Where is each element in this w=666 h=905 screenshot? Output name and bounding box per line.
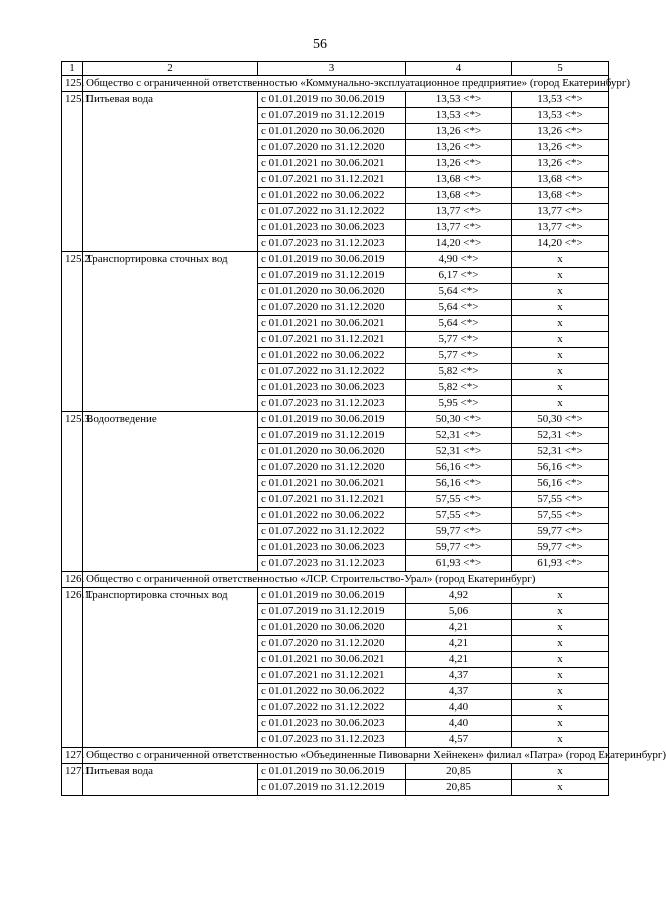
- tariff-value-vat-cell: x: [512, 364, 609, 380]
- period-cell: с 01.07.2021 по 31.12.2021: [258, 172, 406, 188]
- period-cell: с 01.07.2019 по 31.12.2019: [258, 604, 406, 620]
- tariff-value-vat-cell: 59,77 <*>: [512, 540, 609, 556]
- tariff-value-vat-cell: 13,53 <*>: [512, 108, 609, 124]
- tariff-table: [61, 61, 666, 796]
- tariff-value-cell: 59,77 <*>: [406, 540, 512, 556]
- period-cell: с 01.01.2022 по 30.06.2022: [258, 508, 406, 524]
- period-cell: с 01.07.2020 по 31.12.2020: [258, 140, 406, 156]
- period-cell: с 01.07.2022 по 31.12.2022: [258, 700, 406, 716]
- tariff-value-vat-cell: x: [512, 620, 609, 636]
- organization-row: [62, 572, 609, 588]
- tariff-value-vat-cell: 57,55 <*>: [512, 508, 609, 524]
- page-number: 56: [313, 37, 327, 52]
- tariff-value-cell: 14,20 <*>: [406, 236, 512, 252]
- tariff-value-cell: 5,82 <*>: [406, 364, 512, 380]
- tariff-value-cell: 13,68 <*>: [406, 172, 512, 188]
- period-cell: с 01.01.2020 по 30.06.2020: [258, 124, 406, 140]
- period-cell: с 01.07.2019 по 31.12.2019: [258, 108, 406, 124]
- header-row: [62, 62, 609, 76]
- tariff-value-vat-cell: 13,77 <*>: [512, 220, 609, 236]
- tariff-value-vat-cell: 13,26 <*>: [512, 156, 609, 172]
- tariff-value-cell: 4,40: [406, 700, 512, 716]
- tariff-value-vat-cell: x: [512, 252, 609, 268]
- period-cell: с 01.01.2023 по 30.06.2023: [258, 540, 406, 556]
- organization-name: Общество с ограниченной ответственностью «Коммунально-эксплуатационное предприятие» (город Екатеринбург): [83, 76, 609, 92]
- tariff-value-cell: 4,37: [406, 668, 512, 684]
- header-cell-3: 3: [258, 62, 406, 76]
- tariff-value-cell: 4,92: [406, 588, 512, 604]
- tariff-value-cell: 59,77 <*>: [406, 524, 512, 540]
- tariff-value-vat-cell: x: [512, 284, 609, 300]
- service-number: 125.1.: [62, 92, 83, 252]
- tariff-value-vat-cell: 61,93 <*>: [512, 556, 609, 572]
- period-cell: с 01.07.2020 по 31.12.2020: [258, 300, 406, 316]
- tariff-value-vat-cell: 56,16 <*>: [512, 460, 609, 476]
- period-cell: с 01.07.2023 по 31.12.2023: [258, 556, 406, 572]
- organization-number: 126.: [62, 572, 83, 588]
- period-cell: с 01.07.2020 по 31.12.2020: [258, 460, 406, 476]
- organization-row: [62, 76, 609, 92]
- service-name: Транспортировка сточных вод: [83, 252, 258, 412]
- tariff-value-cell: 20,85: [406, 764, 512, 780]
- tariff-value-vat-cell: 13,53 <*>: [512, 92, 609, 108]
- period-cell: с 01.01.2022 по 30.06.2022: [258, 348, 406, 364]
- tariff-value-vat-cell: x: [512, 332, 609, 348]
- service-name: Питьевая вода: [83, 764, 258, 796]
- period-cell: с 01.07.2021 по 31.12.2021: [258, 332, 406, 348]
- tariff-value-vat-cell: x: [512, 684, 609, 700]
- tariff-value-vat-cell: 56,16 <*>: [512, 476, 609, 492]
- tariff-value-vat-cell: 13,26 <*>: [512, 124, 609, 140]
- tariff-value-cell: 56,16 <*>: [406, 476, 512, 492]
- tariff-value-cell: 13,26 <*>: [406, 156, 512, 172]
- organization-number: 125.: [62, 76, 83, 92]
- tariff-value-cell: 50,30 <*>: [406, 412, 512, 428]
- organization-number: 127.: [62, 748, 83, 764]
- period-cell: с 01.01.2021 по 30.06.2021: [258, 316, 406, 332]
- tariff-value-cell: 20,85: [406, 780, 512, 796]
- service-name: Питьевая вода: [83, 92, 258, 252]
- period-cell: с 01.01.2019 по 30.06.2019: [258, 92, 406, 108]
- period-cell: с 01.01.2020 по 30.06.2020: [258, 620, 406, 636]
- period-cell: с 01.01.2019 по 30.06.2019: [258, 412, 406, 428]
- tariff-value-vat-cell: x: [512, 780, 609, 796]
- period-cell: с 01.01.2019 по 30.06.2019: [258, 764, 406, 780]
- period-cell: с 01.01.2023 по 30.06.2023: [258, 380, 406, 396]
- tariff-value-cell: 5,64 <*>: [406, 284, 512, 300]
- period-cell: с 01.01.2020 по 30.06.2020: [258, 284, 406, 300]
- tariff-value-cell: 13,26 <*>: [406, 124, 512, 140]
- period-cell: с 01.01.2020 по 30.06.2020: [258, 444, 406, 460]
- tariff-value-vat-cell: 13,68 <*>: [512, 172, 609, 188]
- organization-name: Общество с ограниченной ответственностью «ЛСР. Строительство-Урал» (город Екатеринбург): [83, 572, 609, 588]
- tariff-value-cell: 57,55 <*>: [406, 508, 512, 524]
- period-cell: с 01.01.2023 по 30.06.2023: [258, 716, 406, 732]
- tariff-value-cell: 4,21: [406, 636, 512, 652]
- tariff-value-vat-cell: x: [512, 300, 609, 316]
- period-cell: с 01.01.2022 по 30.06.2022: [258, 684, 406, 700]
- period-cell: с 01.07.2022 по 31.12.2022: [258, 204, 406, 220]
- period-cell: с 01.01.2021 по 30.06.2021: [258, 476, 406, 492]
- period-cell: с 01.07.2019 по 31.12.2019: [258, 428, 406, 444]
- header-cell-5: 5: [512, 62, 609, 76]
- tariff-row: [62, 764, 609, 780]
- tariff-value-vat-cell: 14,20 <*>: [512, 236, 609, 252]
- service-number: 127.1.: [62, 764, 83, 796]
- tariff-value-vat-cell: 13,77 <*>: [512, 204, 609, 220]
- header-cell-4: 4: [406, 62, 512, 76]
- tariff-value-cell: 13,77 <*>: [406, 204, 512, 220]
- tariff-value-cell: 13,26 <*>: [406, 140, 512, 156]
- tariff-value-vat-cell: x: [512, 700, 609, 716]
- tariff-row: [62, 588, 609, 604]
- period-cell: с 01.07.2023 по 31.12.2023: [258, 236, 406, 252]
- tariff-row: [62, 92, 609, 108]
- tariff-value-cell: 4,57: [406, 732, 512, 748]
- tariff-value-vat-cell: x: [512, 652, 609, 668]
- tariff-value-cell: 5,82 <*>: [406, 380, 512, 396]
- tariff-row: [62, 412, 609, 428]
- tariff-value-vat-cell: x: [512, 716, 609, 732]
- period-cell: с 01.07.2021 по 31.12.2021: [258, 668, 406, 684]
- tariff-value-vat-cell: 59,77 <*>: [512, 524, 609, 540]
- tariff-value-vat-cell: x: [512, 396, 609, 412]
- period-cell: с 01.07.2023 по 31.12.2023: [258, 396, 406, 412]
- period-cell: с 01.01.2019 по 30.06.2019: [258, 588, 406, 604]
- period-cell: с 01.01.2021 по 30.06.2021: [258, 652, 406, 668]
- tariff-value-vat-cell: 52,31 <*>: [512, 428, 609, 444]
- tariff-value-cell: 4,90 <*>: [406, 252, 512, 268]
- tariff-value-vat-cell: 57,55 <*>: [512, 492, 609, 508]
- service-name: Водоотведение: [83, 412, 258, 572]
- tariff-value-cell: 5,64 <*>: [406, 300, 512, 316]
- period-cell: с 01.07.2020 по 31.12.2020: [258, 636, 406, 652]
- period-cell: с 01.07.2019 по 31.12.2019: [258, 268, 406, 284]
- organization-name: Общество с ограниченной ответственностью «Объединенные Пивоварни Хейнекен» филиал «Патра» (город Екатеринбург): [83, 748, 609, 764]
- tariff-value-vat-cell: x: [512, 348, 609, 364]
- tariff-value-cell: 13,68 <*>: [406, 188, 512, 204]
- tariff-value-cell: 57,55 <*>: [406, 492, 512, 508]
- tariff-value-cell: 5,64 <*>: [406, 316, 512, 332]
- tariff-value-cell: 5,77 <*>: [406, 348, 512, 364]
- tariff-value-vat-cell: x: [512, 316, 609, 332]
- tariff-value-vat-cell: x: [512, 636, 609, 652]
- tariff-value-cell: 13,77 <*>: [406, 220, 512, 236]
- tariff-value-cell: 52,31 <*>: [406, 444, 512, 460]
- tariff-value-cell: 5,06: [406, 604, 512, 620]
- tariff-value-cell: 4,37: [406, 684, 512, 700]
- tariff-value-cell: 4,21: [406, 620, 512, 636]
- tariff-value-vat-cell: 50,30 <*>: [512, 412, 609, 428]
- service-number: 125.3.: [62, 412, 83, 572]
- tariff-value-vat-cell: x: [512, 668, 609, 684]
- tariff-value-vat-cell: x: [512, 732, 609, 748]
- tariff-value-cell: 5,95 <*>: [406, 396, 512, 412]
- service-name: Транспортировка сточных вод: [83, 588, 258, 748]
- service-number: 125.2.: [62, 252, 83, 412]
- tariff-value-vat-cell: 13,68 <*>: [512, 188, 609, 204]
- period-cell: с 01.01.2021 по 30.06.2021: [258, 156, 406, 172]
- period-cell: с 01.07.2019 по 31.12.2019: [258, 780, 406, 796]
- tariff-value-cell: 61,93 <*>: [406, 556, 512, 572]
- organization-row: [62, 748, 609, 764]
- header-cell-1: 1: [62, 62, 83, 76]
- tariff-value-cell: 56,16 <*>: [406, 460, 512, 476]
- tariff-value-cell: 13,53 <*>: [406, 108, 512, 124]
- tariff-value-cell: 4,40: [406, 716, 512, 732]
- tariff-value-cell: 13,53 <*>: [406, 92, 512, 108]
- service-number: 126.1.: [62, 588, 83, 748]
- tariff-value-vat-cell: 13,26 <*>: [512, 140, 609, 156]
- header-cell-2: 2: [83, 62, 258, 76]
- period-cell: с 01.07.2021 по 31.12.2021: [258, 492, 406, 508]
- tariff-value-vat-cell: x: [512, 604, 609, 620]
- period-cell: с 01.01.2019 по 30.06.2019: [258, 252, 406, 268]
- tariff-table-body: [62, 62, 666, 796]
- tariff-value-cell: 52,31 <*>: [406, 428, 512, 444]
- tariff-value-cell: 6,17 <*>: [406, 268, 512, 284]
- period-cell: с 01.07.2022 по 31.12.2022: [258, 364, 406, 380]
- tariff-value-cell: 5,77 <*>: [406, 332, 512, 348]
- tariff-row: [62, 252, 609, 268]
- tariff-value-vat-cell: 52,31 <*>: [512, 444, 609, 460]
- tariff-value-vat-cell: x: [512, 764, 609, 780]
- tariff-value-cell: 4,21: [406, 652, 512, 668]
- tariff-value-vat-cell: x: [512, 380, 609, 396]
- tariff-value-vat-cell: x: [512, 588, 609, 604]
- tariff-value-vat-cell: x: [512, 268, 609, 284]
- period-cell: с 01.07.2022 по 31.12.2022: [258, 524, 406, 540]
- period-cell: с 01.07.2023 по 31.12.2023: [258, 732, 406, 748]
- period-cell: с 01.01.2023 по 30.06.2023: [258, 220, 406, 236]
- period-cell: с 01.01.2022 по 30.06.2022: [258, 188, 406, 204]
